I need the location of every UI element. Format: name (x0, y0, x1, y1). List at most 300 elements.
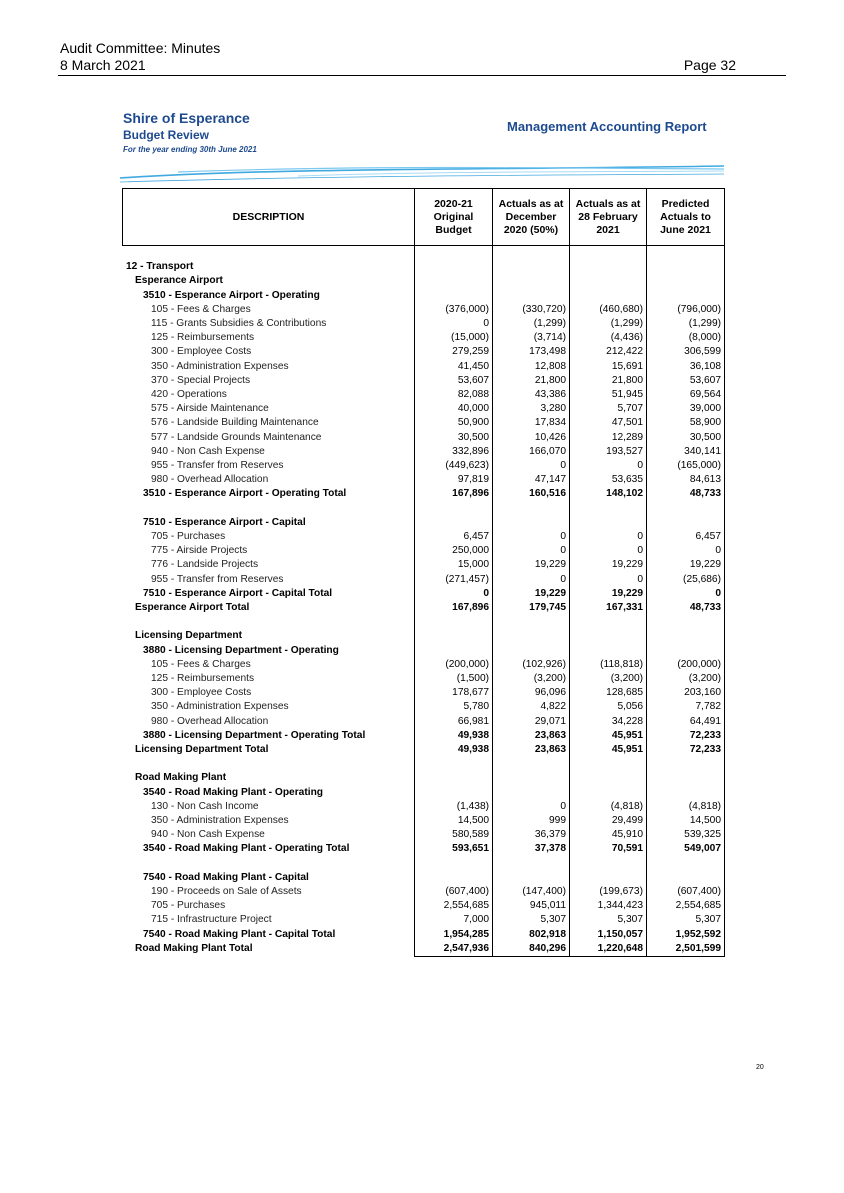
value-cell: (147,400) (493, 885, 570, 899)
value-cell (493, 786, 570, 800)
value-cell: 5,780 (415, 700, 493, 714)
table-row (123, 445, 725, 459)
value-cell: 10,426 (493, 431, 570, 445)
header-swoosh-graphic (118, 158, 726, 184)
report-subtitle: Budget Review (123, 128, 210, 142)
table-row (123, 658, 725, 672)
value-cell: 30,500 (415, 431, 493, 445)
empty-cell (647, 857, 725, 871)
table-row (123, 388, 725, 402)
value-cell: 0 (570, 544, 647, 558)
value-cell: 41,450 (415, 360, 493, 374)
empty-cell (415, 502, 493, 516)
value-cell: 14,500 (415, 814, 493, 828)
value-cell: 5,307 (493, 913, 570, 927)
section-heading-row (123, 260, 725, 274)
value-cell: 96,096 (493, 686, 570, 700)
empty-cell (415, 615, 493, 629)
row-description: Licensing Department Total (135, 744, 269, 756)
value-cell: (796,000) (647, 303, 725, 317)
value-cell: 45,951 (570, 729, 647, 743)
table-row (123, 331, 725, 345)
value-cell: 53,607 (647, 374, 725, 388)
value-cell: (271,457) (415, 573, 493, 587)
table-bottom-edge (123, 956, 725, 957)
value-cell: 593,651 (415, 842, 493, 856)
value-cell: 173,498 (493, 345, 570, 359)
report-period: For the year ending 30th June 2021 (123, 145, 257, 154)
row-description: Esperance Airport Total (135, 602, 250, 614)
spacer-row (123, 502, 725, 516)
value-cell: 1,150,057 (570, 928, 647, 942)
total-row (123, 743, 725, 757)
row-description: 130 - Non Cash Income (151, 800, 259, 812)
table-row (123, 573, 725, 587)
value-cell: (1,438) (415, 800, 493, 814)
empty-cell (123, 757, 415, 771)
section-heading-row (123, 289, 725, 303)
value-cell (493, 771, 570, 785)
budget-review-table (122, 188, 725, 957)
value-cell (647, 871, 725, 885)
value-cell (570, 516, 647, 530)
value-cell: 840,296 (493, 942, 570, 956)
document-title: Audit Committee: Minutes (60, 40, 221, 56)
row-description: 105 - Fees & Charges (151, 658, 251, 670)
value-cell (493, 871, 570, 885)
value-cell: 160,516 (493, 487, 570, 501)
value-cell: 43,386 (493, 388, 570, 402)
value-cell: 49,938 (415, 729, 493, 743)
row-description: Road Making Plant (135, 772, 227, 784)
value-cell: 0 (415, 587, 493, 601)
value-cell (493, 516, 570, 530)
value-cell: 193,527 (570, 445, 647, 459)
row-description: 980 - Overhead Allocation (151, 715, 269, 727)
value-cell (570, 289, 647, 303)
empty-cell (570, 615, 647, 629)
value-cell (493, 629, 570, 643)
value-cell: 332,896 (415, 445, 493, 459)
table-row (123, 360, 725, 374)
value-cell: (376,000) (415, 303, 493, 317)
total-row (123, 587, 725, 601)
value-cell: 0 (493, 544, 570, 558)
row-description: 7510 - Esperance Airport - Capital (143, 516, 306, 528)
row-description: 190 - Proceeds on Sale of Assets (151, 886, 302, 898)
value-cell: 0 (415, 317, 493, 331)
total-row (123, 601, 725, 615)
row-description: 350 - Administration Expenses (151, 815, 289, 827)
value-cell: (200,000) (647, 658, 725, 672)
table-row (123, 544, 725, 558)
row-description: 12 - Transport (126, 261, 194, 273)
value-cell: (1,299) (493, 317, 570, 331)
table-row (123, 345, 725, 359)
value-cell: 23,863 (493, 743, 570, 757)
table-row (123, 686, 725, 700)
row-description: 3880 - Licensing Department - Operating (143, 644, 339, 656)
value-cell: 3,280 (493, 402, 570, 416)
spacer-row (123, 246, 725, 261)
value-cell: 0 (493, 800, 570, 814)
value-cell (415, 786, 493, 800)
row-description: 577 - Landside Grounds Maintenance (151, 431, 322, 443)
row-description: 350 - Administration Expenses (151, 701, 289, 713)
table-header-row (123, 189, 725, 246)
col-header-text: Actuals as at December 2020 (50%) (498, 197, 564, 236)
value-cell: 167,896 (415, 487, 493, 501)
table-row (123, 672, 725, 686)
value-cell (493, 260, 570, 274)
empty-cell (570, 857, 647, 871)
value-cell: (4,818) (647, 800, 725, 814)
empty-cell (570, 246, 647, 261)
value-cell (415, 871, 493, 885)
empty-cell (493, 757, 570, 771)
empty-cell (647, 615, 725, 629)
value-cell: 48,733 (647, 487, 725, 501)
value-cell: 5,307 (570, 913, 647, 927)
value-cell: 5,056 (570, 700, 647, 714)
value-cell (493, 274, 570, 288)
value-cell: 39,000 (647, 402, 725, 416)
empty-cell (493, 246, 570, 261)
empty-cell (647, 246, 725, 261)
value-cell (647, 786, 725, 800)
value-cell: (3,200) (647, 672, 725, 686)
value-cell: 1,220,648 (570, 942, 647, 956)
value-cell: 166,070 (493, 445, 570, 459)
value-cell: 179,745 (493, 601, 570, 615)
empty-cell (647, 502, 725, 516)
value-cell: 148,102 (570, 487, 647, 501)
value-cell: 23,863 (493, 729, 570, 743)
value-cell: 50,900 (415, 416, 493, 430)
value-cell: 0 (493, 573, 570, 587)
row-description: 940 - Non Cash Expense (151, 445, 265, 457)
value-cell: 0 (493, 459, 570, 473)
section-heading-row (123, 644, 725, 658)
value-cell (647, 260, 725, 274)
value-cell (570, 871, 647, 885)
col-header-actuals-february (570, 189, 647, 246)
row-description: 576 - Landside Building Maintenance (151, 417, 319, 429)
value-cell: 19,229 (647, 558, 725, 572)
value-cell: 19,229 (570, 558, 647, 572)
value-cell: 51,945 (570, 388, 647, 402)
value-cell: 29,499 (570, 814, 647, 828)
row-description: 125 - Reimbursements (151, 673, 255, 685)
section-heading-row (123, 871, 725, 885)
value-cell: 580,589 (415, 828, 493, 842)
row-description: 105 - Fees & Charges (151, 303, 251, 315)
value-cell: 36,108 (647, 360, 725, 374)
row-description: Esperance Airport (135, 275, 223, 287)
value-cell: 2,501,599 (647, 942, 725, 956)
value-cell: 1,344,423 (570, 899, 647, 913)
value-cell: (607,400) (415, 885, 493, 899)
value-cell: 47,147 (493, 473, 570, 487)
value-cell: 12,808 (493, 360, 570, 374)
row-description: 3510 - Esperance Airport - Operating (143, 289, 320, 301)
value-cell: 0 (570, 573, 647, 587)
value-cell: 0 (647, 544, 725, 558)
value-cell: 19,229 (570, 587, 647, 601)
value-cell (415, 644, 493, 658)
footer-page-number: 20 (756, 1064, 764, 1071)
document-date: 8 March 2021 (60, 57, 146, 73)
spacer-row (123, 615, 725, 629)
empty-cell (123, 857, 415, 871)
table-row (123, 715, 725, 729)
table-row (123, 530, 725, 544)
value-cell (415, 289, 493, 303)
value-cell: (449,623) (415, 459, 493, 473)
value-cell: 14,500 (647, 814, 725, 828)
value-cell (570, 274, 647, 288)
empty-cell (493, 857, 570, 871)
value-cell: 2,554,685 (647, 899, 725, 913)
value-cell: (3,200) (570, 672, 647, 686)
value-cell: (460,680) (570, 303, 647, 317)
value-cell: 72,233 (647, 729, 725, 743)
row-description: 125 - Reimbursements (151, 332, 255, 344)
table-row (123, 374, 725, 388)
value-cell: 0 (647, 587, 725, 601)
value-cell: 70,591 (570, 842, 647, 856)
value-cell (647, 274, 725, 288)
section-heading-row (123, 274, 725, 288)
value-cell: (330,720) (493, 303, 570, 317)
value-cell: (165,000) (647, 459, 725, 473)
value-cell: (102,926) (493, 658, 570, 672)
value-cell: 0 (570, 530, 647, 544)
empty-cell (123, 246, 415, 261)
value-cell: 539,325 (647, 828, 725, 842)
col-header-original-budget (415, 189, 493, 246)
page-label: Page 32 (683, 57, 736, 73)
table-row (123, 317, 725, 331)
value-cell: 340,141 (647, 445, 725, 459)
value-cell: (199,673) (570, 885, 647, 899)
value-cell: 21,800 (493, 374, 570, 388)
value-cell: 19,229 (493, 558, 570, 572)
row-description: 955 - Transfer from Reserves (151, 573, 284, 585)
value-cell: 999 (493, 814, 570, 828)
col-header-description (123, 189, 415, 246)
value-cell: 30,500 (647, 431, 725, 445)
report-name: Management Accounting Report (507, 119, 707, 134)
row-description: 705 - Purchases (151, 900, 226, 912)
value-cell: 84,613 (647, 473, 725, 487)
value-cell: 945,011 (493, 899, 570, 913)
value-cell: 549,007 (647, 842, 725, 856)
value-cell: 53,635 (570, 473, 647, 487)
value-cell: 0 (493, 530, 570, 544)
empty-cell (570, 757, 647, 771)
value-cell: 2,554,685 (415, 899, 493, 913)
value-cell: 40,000 (415, 402, 493, 416)
value-cell: 0 (570, 459, 647, 473)
value-cell: 1,954,285 (415, 928, 493, 942)
table-row (123, 558, 725, 572)
value-cell: 250,000 (415, 544, 493, 558)
empty-cell (493, 615, 570, 629)
row-description: 776 - Landside Projects (151, 559, 259, 571)
value-cell (570, 771, 647, 785)
value-cell: 15,691 (570, 360, 647, 374)
section-heading-row (123, 629, 725, 643)
value-cell (570, 644, 647, 658)
value-cell: (15,000) (415, 331, 493, 345)
col-header-text: 2020-21 Original Budget (433, 197, 474, 236)
report-organisation: Shire of Esperance (123, 110, 250, 126)
value-cell: 19,229 (493, 587, 570, 601)
value-cell: 64,491 (647, 715, 725, 729)
row-description: 955 - Transfer from Reserves (151, 460, 284, 472)
header-divider (58, 75, 786, 76)
value-cell: (200,000) (415, 658, 493, 672)
value-cell: (1,299) (647, 317, 725, 331)
value-cell: 48,733 (647, 601, 725, 615)
value-cell: 17,834 (493, 416, 570, 430)
value-cell: 82,088 (415, 388, 493, 402)
table-row (123, 814, 725, 828)
row-description: 7510 - Esperance Airport - Capital Total (143, 587, 333, 599)
value-cell: 178,677 (415, 686, 493, 700)
value-cell: 306,599 (647, 345, 725, 359)
table-row (123, 885, 725, 899)
row-description: 7540 - Road Making Plant - Capital Total (143, 928, 336, 940)
value-cell: 21,800 (570, 374, 647, 388)
col-header-predicted-actuals (647, 189, 725, 246)
row-description: 115 - Grants Subsidies & Contributions (151, 318, 327, 329)
spacer-row (123, 857, 725, 871)
value-cell (415, 274, 493, 288)
value-cell (493, 644, 570, 658)
col-header-text: DESCRIPTION (232, 210, 305, 223)
total-row (123, 729, 725, 743)
table-row (123, 473, 725, 487)
value-cell (647, 289, 725, 303)
row-description: 370 - Special Projects (151, 374, 251, 386)
table-row (123, 431, 725, 445)
value-cell: 72,233 (647, 743, 725, 757)
spacer-row (123, 757, 725, 771)
row-description: 3510 - Esperance Airport - Operating Total (143, 488, 347, 500)
row-description: 575 - Airside Maintenance (151, 403, 269, 415)
table-row (123, 800, 725, 814)
value-cell (647, 516, 725, 530)
value-cell: 69,564 (647, 388, 725, 402)
empty-cell (415, 246, 493, 261)
value-cell: 45,951 (570, 743, 647, 757)
row-description: 715 - Infrastructure Project (151, 914, 272, 926)
value-cell: 279,259 (415, 345, 493, 359)
empty-cell (647, 757, 725, 771)
empty-cell (570, 502, 647, 516)
row-description: 3880 - Licensing Department - Operating Total (143, 729, 366, 741)
row-description: 775 - Airside Projects (151, 545, 248, 557)
table-body (123, 246, 725, 957)
value-cell: 7,782 (647, 700, 725, 714)
col-header-text: Actuals as at 28 February 2021 (575, 197, 641, 236)
value-cell: 203,160 (647, 686, 725, 700)
row-description: 940 - Non Cash Expense (151, 829, 265, 841)
value-cell (570, 260, 647, 274)
value-cell: (607,400) (647, 885, 725, 899)
section-heading-row (123, 786, 725, 800)
total-row (123, 928, 725, 942)
value-cell: 7,000 (415, 913, 493, 927)
total-row (123, 487, 725, 501)
value-cell: (8,000) (647, 331, 725, 345)
empty-cell (123, 502, 415, 516)
value-cell: 45,910 (570, 828, 647, 842)
section-heading-row (123, 516, 725, 530)
value-cell: 49,938 (415, 743, 493, 757)
value-cell: 6,457 (647, 530, 725, 544)
value-cell: 6,457 (415, 530, 493, 544)
value-cell (415, 260, 493, 274)
col-header-text: Predicted Actuals to June 2021 (660, 197, 711, 236)
value-cell: 5,307 (647, 913, 725, 927)
row-description: 7540 - Road Making Plant - Capital (143, 871, 309, 883)
value-cell: 167,896 (415, 601, 493, 615)
row-description: 705 - Purchases (151, 531, 226, 543)
row-description: 300 - Employee Costs (151, 687, 252, 699)
empty-cell (123, 615, 415, 629)
value-cell: (25,686) (647, 573, 725, 587)
value-cell (647, 629, 725, 643)
value-cell (415, 771, 493, 785)
table-row (123, 416, 725, 430)
value-cell: (1,500) (415, 672, 493, 686)
table-row (123, 459, 725, 473)
value-cell: 1,952,592 (647, 928, 725, 942)
col-header-actuals-december (493, 189, 570, 246)
value-cell: (3,714) (493, 331, 570, 345)
value-cell (570, 629, 647, 643)
value-cell: 4,822 (493, 700, 570, 714)
value-cell: 34,228 (570, 715, 647, 729)
value-cell: 97,819 (415, 473, 493, 487)
row-description: 300 - Employee Costs (151, 346, 252, 358)
value-cell (647, 771, 725, 785)
value-cell: 5,707 (570, 402, 647, 416)
row-description: 3540 - Road Making Plant - Operating Total (143, 843, 350, 855)
value-cell: 2,547,936 (415, 942, 493, 956)
value-cell (415, 629, 493, 643)
table-row (123, 913, 725, 927)
row-description: 420 - Operations (151, 389, 227, 401)
table-row (123, 402, 725, 416)
value-cell: 58,900 (647, 416, 725, 430)
value-cell: (4,436) (570, 331, 647, 345)
value-cell: 36,379 (493, 828, 570, 842)
total-row (123, 942, 725, 956)
section-heading-row (123, 771, 725, 785)
value-cell: 66,981 (415, 715, 493, 729)
empty-cell (415, 857, 493, 871)
value-cell: (3,200) (493, 672, 570, 686)
row-description: 350 - Administration Expenses (151, 360, 289, 372)
value-cell: (118,818) (570, 658, 647, 672)
empty-cell (493, 502, 570, 516)
value-cell (415, 516, 493, 530)
row-description: 980 - Overhead Allocation (151, 474, 269, 486)
